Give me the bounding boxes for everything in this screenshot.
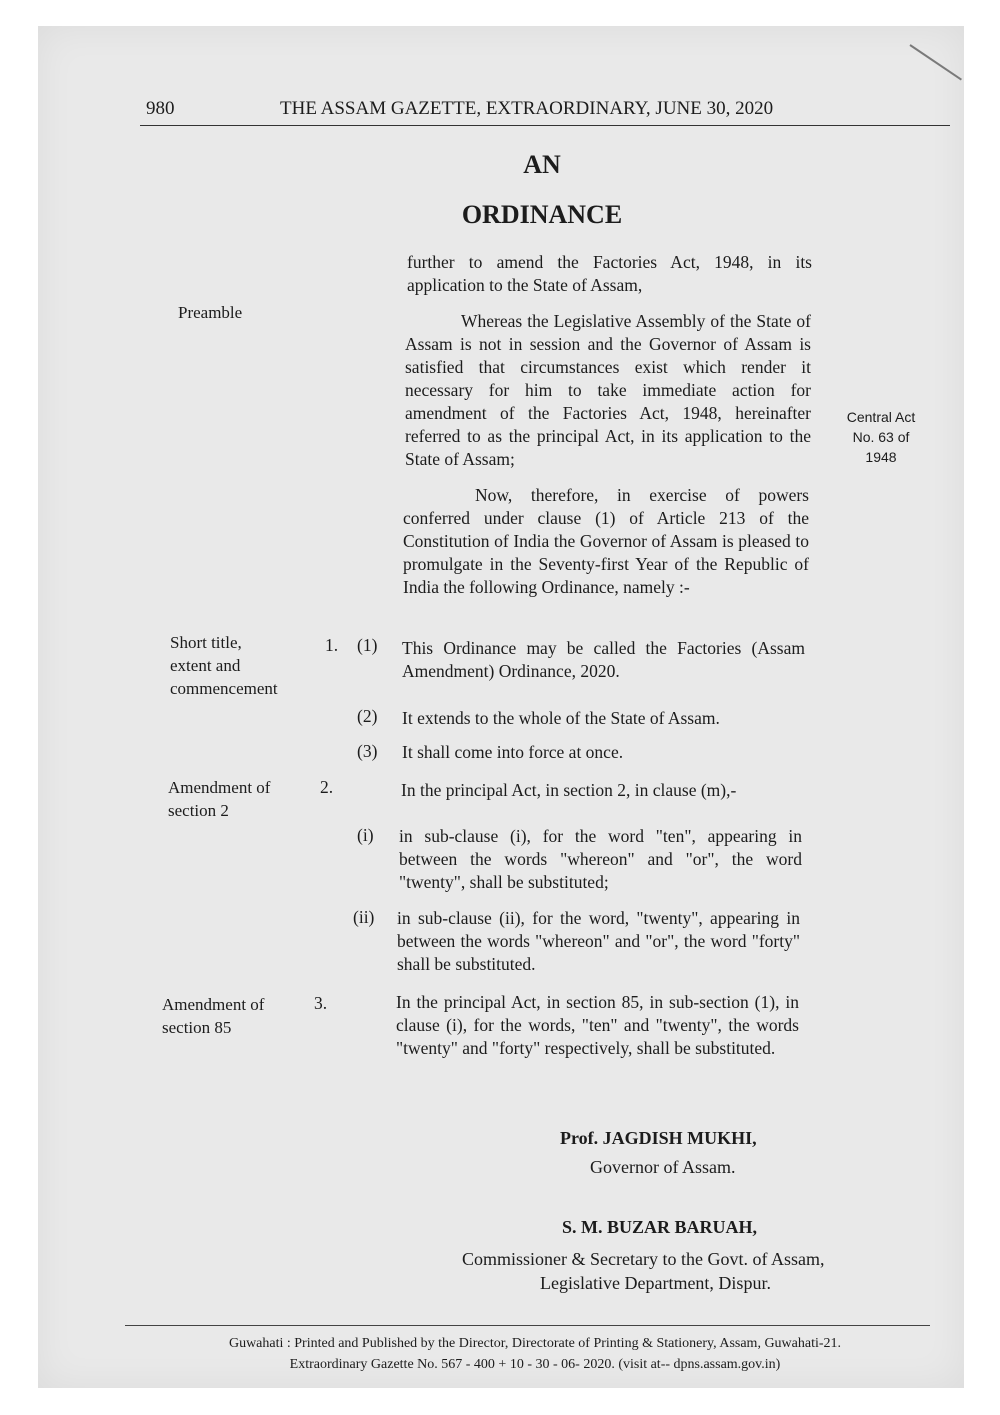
footer-line-1: Guwahati : Printed and Published by the Director, Directorate of Printing & Stationery, Assam, Guwahati-21. <box>228 1336 842 1351</box>
clause-number: (ii) <box>353 907 375 927</box>
central-act-note <box>836 407 926 467</box>
section-1-label <box>170 631 278 700</box>
section-1-number: 1. <box>325 635 339 655</box>
section-label-line: extent and <box>170 656 241 675</box>
preamble-now-therefore: Now, therefore, in exercise of powers conferred under clause (1) of Article 213 of the Constitution of India the Governor of Assam is pleased to promulgate in the Seventy-first Year of the Republic of India the following Ordinance, namely :- <box>403 485 809 597</box>
clause-number: (3) <box>357 741 378 761</box>
central-act-line: No. 63 of <box>852 429 910 445</box>
section-label-line: Amendment of <box>162 995 265 1014</box>
title-ordinance: ORDINANCE <box>461 200 623 229</box>
section-3-number: 3. <box>314 993 328 1013</box>
clause-text: It extends to the whole of the State of Assam. <box>402 708 720 728</box>
section-2-label <box>168 776 270 822</box>
section-3-label <box>162 993 264 1039</box>
section-label-line: Amendment of <box>168 778 271 797</box>
clause-number: (1) <box>357 635 378 655</box>
ordinance-intro: further to amend the Factories Act, 1948, in its application to the State of Assam, <box>407 252 812 295</box>
central-act-line: 1948 <box>865 449 897 465</box>
section-label-line: section 85 <box>162 1018 232 1037</box>
preamble-label: Preamble <box>178 303 243 322</box>
section-label-line: commencement <box>170 679 278 698</box>
section-2-text: In the principal Act, in section 2, in clause (m),- <box>401 780 737 800</box>
footer <box>140 1333 930 1375</box>
secretary-title-1: Commissioner & Secretary to the Govt. of Assam, <box>462 1249 825 1269</box>
central-act-line: Central Act <box>846 409 916 425</box>
footer-line-2: Extraordinary Gazette No. 567 - 400 + 10 - 30 - 06- 2020. (visit at-- dpns.assam.gov.in) <box>289 1357 781 1372</box>
governor-name: Prof. JAGDISH MUKHI, <box>560 1128 757 1148</box>
clause-text: It shall come into force at once. <box>402 742 624 762</box>
clause-number: (i) <box>357 825 374 845</box>
clause-text: in sub-clause (ii), for the word, "twenty", appearing in between the words "whereon" and "or", the word "forty" shall be substituted. <box>397 908 800 974</box>
secretary-name: S. M. BUZAR BARUAH, <box>562 1217 758 1237</box>
secretary-title-2: Legislative Department, Dispur. <box>540 1273 771 1293</box>
section-2-number: 2. <box>320 777 334 797</box>
title-an: AN <box>523 150 561 179</box>
preamble-whereas: Whereas the Legislative Assembly of the State of Assam is not in session and the Governor of Assam is satisfied that circumstances exist which render it necessary for him to take immediate action for amendment of the Factories Act, 1948, hereinafter referred to as the principal Act, in its application to the State of Assam; <box>405 311 811 469</box>
governor-title: Governor of Assam. <box>590 1157 736 1177</box>
gazette-title: THE ASSAM GAZETTE, EXTRAORDINARY, JUNE 30, 2020 <box>280 98 774 119</box>
section-3-text: In the principal Act, in section 85, in sub-section (1), in clause (i), for the words, "ten" and "twenty", the words "twenty" and "forty" respectively, shall be substituted. <box>396 992 799 1058</box>
clause-number: (2) <box>357 706 378 726</box>
footer-rule <box>125 1325 930 1326</box>
header-rule <box>140 125 950 126</box>
clause-text: in sub-clause (i), for the word "ten", appearing in between the words "whereon" and "or", the word "twenty", shall be substituted; <box>399 826 802 892</box>
section-label-line: section 2 <box>168 801 229 820</box>
clause-text: This Ordinance may be called the Factories (Assam Amendment) Ordinance, 2020. <box>402 638 805 681</box>
page-number: 980 <box>146 98 175 119</box>
section-label-line: Short title, <box>170 633 242 652</box>
